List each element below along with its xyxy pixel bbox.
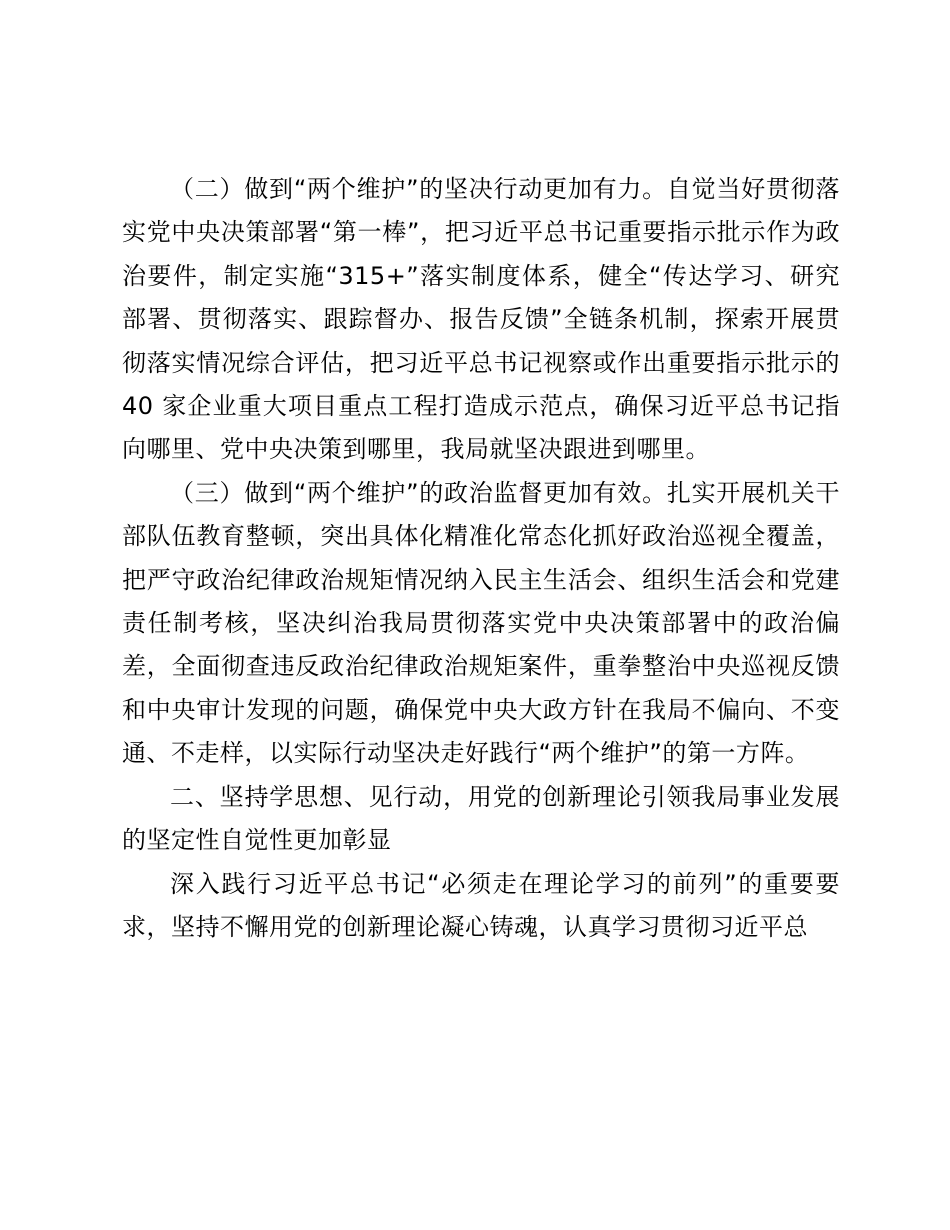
paragraph-section-2: （二）做到“两个维护”的坚决行动更加有力。自觉当好贯彻落实党中央决策部署“第一棒”，把习近平总书记重要指示批示作为政治要件，制定实施“315+”落实制度体系，健全“传达学习、研究部署、贯彻落实、跟踪督办、报告反馈”全链条机制，探索开展贯彻落实情况综合评估，把习近平总书记视察或作出重要指示批示的 40 家企业重大项目重点工程打造成示范点，确保习近平总书记指向哪里、党中央决策到哪里，我局就坚决跟进到哪里。 — [122, 175, 840, 464]
document-body — [122, 168, 840, 949]
paragraph-theory-study: 深入践行习近平总书记“必须走在理论学习的前列”的重要要求，坚持不懈用党的创新理论凝心铸魂，认真学习贯彻习近平总 — [122, 869, 840, 941]
paragraph-section-3: （三）做到“两个维护”的政治监督更加有效。扎实开展机关干部队伍教育整顿，突出具体化精准化常态化抓好政治巡视全覆盖，把严守政治纪律政治规矩情况纳入民主生活会、组织生活会和党建责任制考核，坚决纠治我局贯彻落实党中央决策部署中的政治偏差，全面彻查违反政治纪律政治规矩案件，重拳整治中央巡视反馈和中央审计发现的问题，确保党中央大政方针在我局不偏向、不变通、不走样，以实际行动坚决走好践行“两个维护”的第一方阵。 — [122, 478, 840, 768]
section-heading-2: 二、坚持学思想、见行动，用党的创新理论引领我局事业发展的坚定性自觉性更加彰显 — [122, 782, 840, 855]
